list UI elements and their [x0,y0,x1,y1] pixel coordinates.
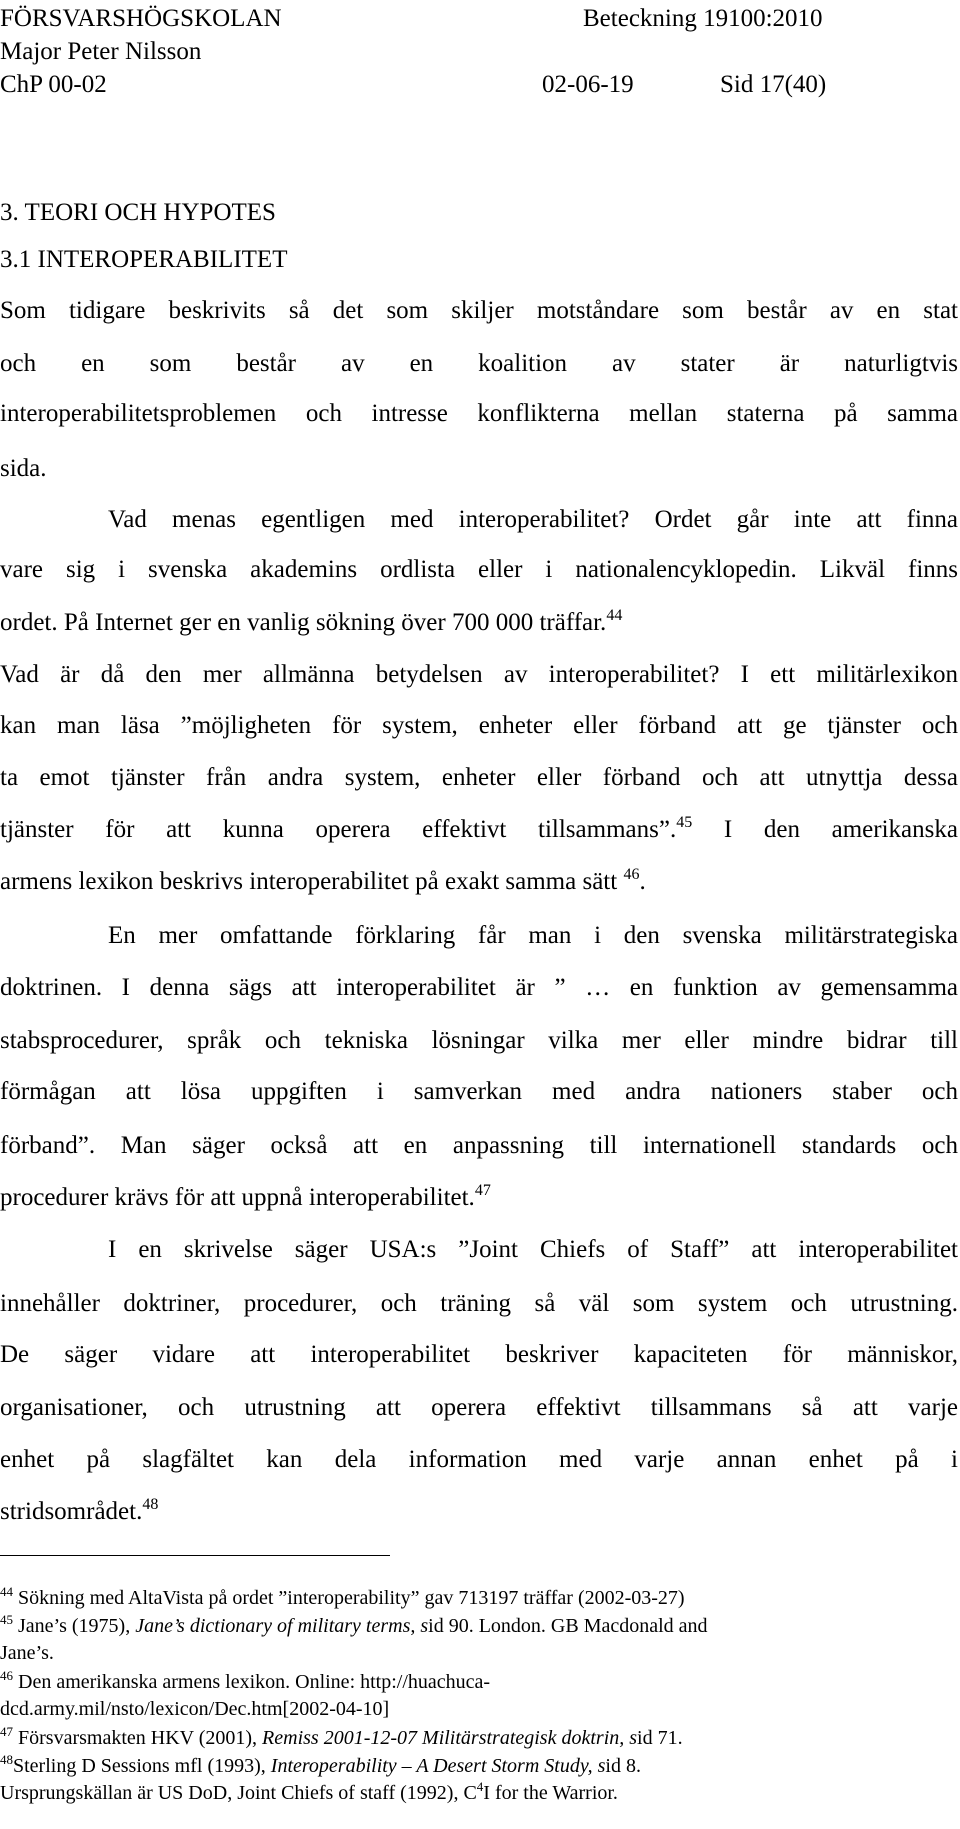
footnote-ref-47: 47 [474,1182,491,1199]
body-line: Vad menas egentligen med interoperabilitet? Ordet går inte att finna [108,506,958,533]
body-line: organisationer, och utrustning att operera effektivt tillsammans så att varje [0,1394,958,1421]
body-line: ordet. På Internet ger en vanlig sökning över 700 000 träffar.$^{44}$ [0,607,623,636]
body-line: tjänster för att kunna operera effektivt tillsammans”.$^{45}$ I den amerikanska [0,814,958,843]
header-designation: Beteckning 19100:2010 [583,5,823,32]
header-course: ChP 00-02 [0,71,107,98]
section-heading: 3.1 INTEROPERABILITET [0,246,288,273]
body-line: vare sig i svenska akademins ordlista eller i nationalencyklopedin. Likväl finns [0,556,958,583]
footnote-46: $^{46}$ Den amerikanska armens lexikon. Online: http://huachuca- [0,1668,491,1693]
body-line: innehåller doktriner, procedurer, och träning så väl som system och utrustning. [0,1290,958,1317]
footnote-ref-44: 44 [606,607,623,624]
body-line: förmågan att lösa uppgiften i samverkan med andra nationers staber och [0,1078,958,1105]
body-line: armens lexikon beskrivs interoperabilitet på exakt samma sätt $^{46}$. [0,866,646,895]
body-line: stabsprocedurer, språk och tekniska lösningar vilka mer eller mindre bidrar till [0,1027,958,1054]
body-line: Som tidigare beskrivits så det som skiljer motståndare som består av en stat [0,297,958,324]
header-page-number: Sid 17(40) [720,71,827,98]
body-line: De säger vidare att interoperabilitet beskriver kapaciteten för människor, [0,1341,958,1368]
footnote-45: $^{45}$ Jane’s (1975), Jane’s dictionary of military terms, sid 90. London. GB Macdonald and [0,1612,708,1637]
body-line: enhet på slagfältet kan dela information med varje annan enhet på i [0,1446,958,1473]
footnote-48-continued: Ursprungskällan är US DoD, Joint Chiefs of staff (1992), $C^4I$ for the Warrior. [0,1779,618,1804]
footnote-ref-48: 48 [142,1496,159,1513]
chapter-heading: 3. TEORI OCH HYPOTES [0,199,276,226]
footnote-45-continued: Jane’s. [0,1642,54,1664]
body-line: sida. [0,455,47,482]
body-line: och en som består av en koalition av stater är naturligtvis [0,350,958,377]
footnote-46-continued: dcd.army.mil/nsto/lexicon/Dec.htm[2002-04-10] [0,1698,390,1720]
body-line: kan man läsa ”möjligheten för system, enheter eller förband att ge tjänster och [0,712,958,739]
body-line: förband”. Man säger också att en anpassning till internationell standards och [0,1132,958,1159]
body-line: ta emot tjänster från andra system, enheter eller förband och att utnyttja dessa [0,764,958,791]
footnote-separator [0,1555,390,1556]
body-line: interoperabilitetsproblemen och intresse konflikterna mellan staterna på samma [0,400,958,427]
header-date: 02-06-19 [542,71,634,98]
header-institution: FÖRSVARSHÖGSKOLAN [0,5,282,32]
header-author: Major Peter Nilsson [0,38,202,65]
footnote-ref-46: 46 [623,866,640,883]
body-line: procedurer krävs för att uppnå interoperabilitet.$^{47}$ [0,1182,491,1211]
body-line: Vad är då den mer allmänna betydelsen av interoperabilitet? I ett militärlexikon [0,661,958,688]
footnote-44: $^{44}$ Sökning med AltaVista på ordet ”interoperability” gav 713197 träffar (2002-03-27) [0,1584,685,1609]
body-line: stridsområdet.$^{48}$ [0,1496,159,1525]
body-line: I en skrivelse säger USA:s ”Joint Chiefs of Staff” att interoperabilitet [108,1236,958,1263]
footnote-48: $^{48}$Sterling D Sessions mfl (1993), Interoperability – A Desert Storm Study, sid 8. [0,1752,641,1777]
body-line: En mer omfattande förklaring får man i den svenska militärstrategiska [108,922,958,949]
body-line: doktrinen. I denna sägs att interoperabilitet är ” … en funktion av gemensamma [0,974,958,1001]
footnote-ref-45: 45 [676,814,693,831]
footnote-47: $^{47}$ Försvarsmakten HKV (2001), Remiss 2001-12-07 Militärstrategisk doktrin, sid 71. [0,1724,683,1749]
